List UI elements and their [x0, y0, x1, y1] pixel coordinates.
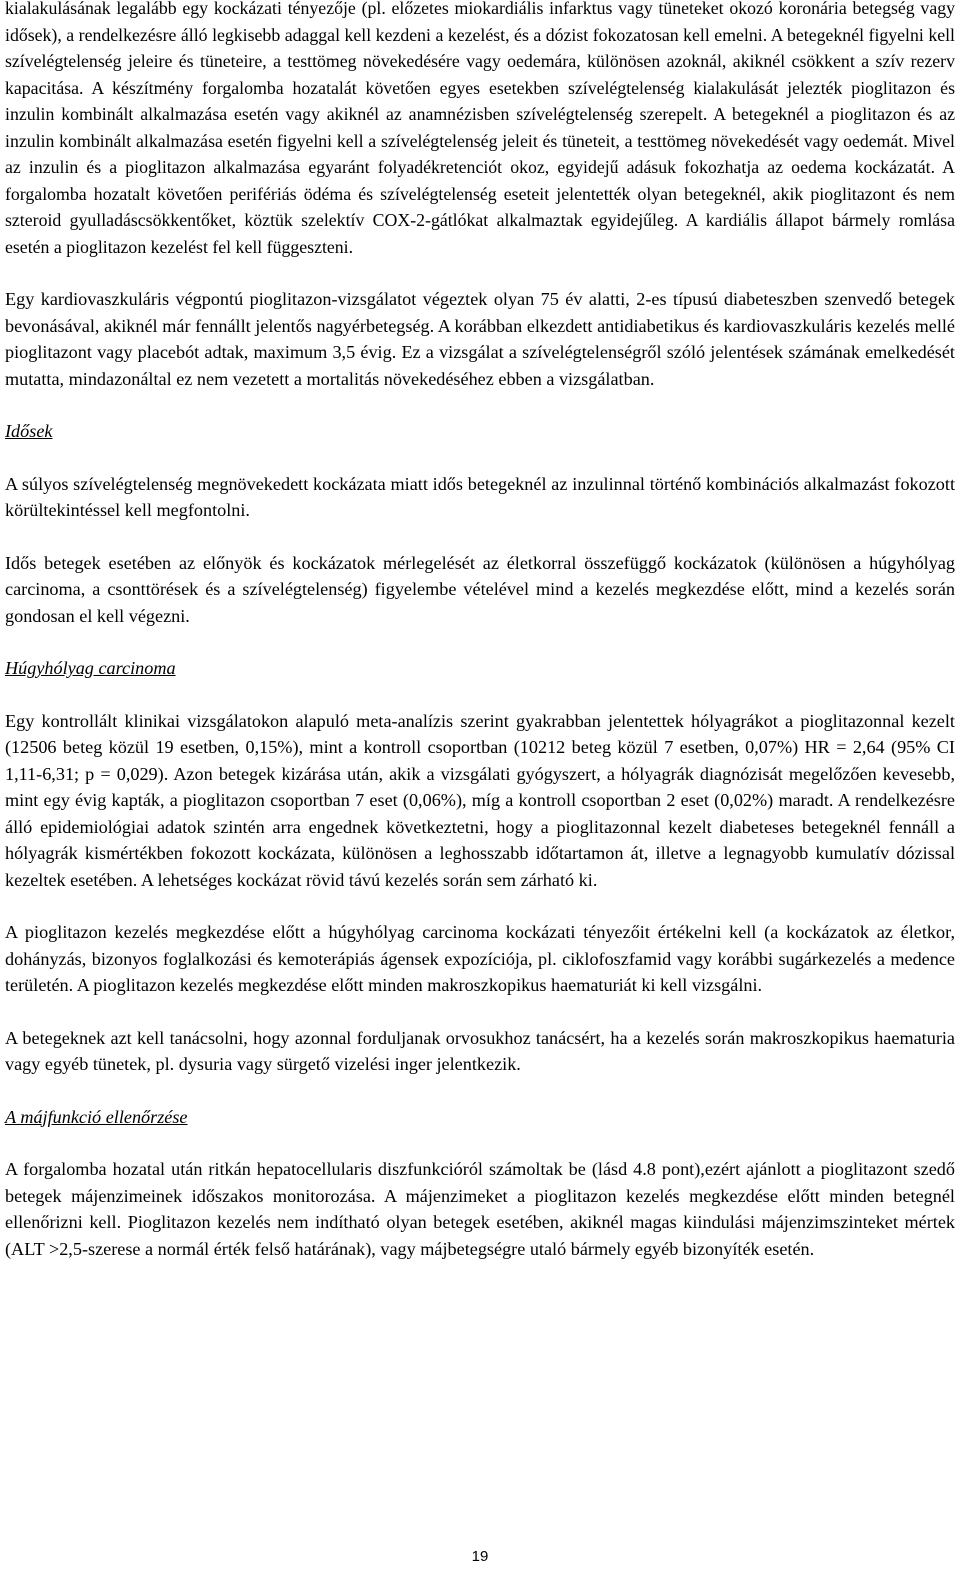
paragraph-cardiovascular-study: Egy kardiovaszkuláris végpontú pioglitazon-vizsgálatot végeztek olyan 75 év alatti, 2-es típusú diabeteszben szenvedő betegek bevonásával, akiknél már fennállt jelentős nagyérbetegség. A korábban elkezdett antidiabetikus és kardiovaszkuláris kezelés mellé pioglitazont vagy placebót adtak, maximum 3,5 évig. Ez a vizsgálat a szívelégtelenségről szóló jelentések számának emelkedését mutatta, mindazonáltal ez nem vezetett a mortalitás növekedéséhez ebben a vizsgálatban. — [5, 289, 955, 389]
document-page — [5, 0, 955, 1262]
paragraph-elderly-risk-benefit: Idős betegek esetében az előnyök és kockázatok mérlegelését az életkorral összefüggő kockázatok (különösen a húgyhólyag carcinoma, a csonttörések és a szívelégtelenség) figyelembe vételével mind a kezelés megkezdése előtt, mind a kezelés során gondosan el kell végezni. — [5, 552, 955, 626]
section-heading-elderly: Idősek — [5, 421, 53, 441]
paragraph-heart-failure: kialakulásának legalább egy kockázati tényezője (pl. előzetes miokardiális infarktus vagy tüneteket okozó koronária betegség vagy idősek), a rendelkezésre álló legkisebb adaggal kell kezdeni a kezelést, és a dózist fokozatosan kell emelni. A betegeknél figyelni kell szívelégtelenség jeleire és tüneteire, a testtömeg növekedésére vagy oedemára, különösen azoknál, akiknél csökkent a szív rezerv kapacitása. A készítmény forgalomba hozatalát követően egyes esetekben szívelégtelenség kialakulását jelezték pioglitazon és inzulin kombinált alkalmazása esetén vagy akiknél az anamnézisben szívelégtelenség szerepelt. A betegeknél a pioglitazon és az inzulin kombinált alkalmazása esetén figyelni kell a szívelégtelenség jeleit és tüneteit, a testtömeg növekedését vagy oedemát. Mivel az inzulin és a pioglitazon alkalmazása egyaránt folyadékretenciót okoz, egyidejű adásuk fokozhatja az oedema kockázatát. A forgalomba hozatalt követően perifériás ödéma és szívelégtelenség eseteit jelentették olyan betegeknél, akik pioglitazont és nem szteroid gyulladáscsökkentőket, köztük szelektív COX-2-gátlókat alkalmaztak egyidejűleg. A kardiális állapot bármely romlása esetén a pioglitazon kezelést fel kell függeszteni. — [5, 0, 955, 257]
section-heading-liver-function: A májfunkció ellenőrzése — [5, 1106, 188, 1127]
spacer — [5, 682, 955, 708]
spacer — [5, 445, 955, 471]
page-number: 19 — [471, 1548, 489, 1565]
spacer — [5, 260, 955, 286]
spacer — [5, 999, 955, 1025]
spacer — [5, 1130, 955, 1156]
spacer — [5, 1078, 955, 1104]
paragraph-liver-monitoring: A forgalomba hozatal után ritkán hepatocellularis diszfunkcióról számoltak be (lásd 4.8 pont),ezért ajánlott a pioglitazont szedő betegek májenzimeinek időszakos monitorozása. A májenzimeket a pioglitazon kezelés megkezdése előtt minden betegnél ellenőrizni kell. Pioglitazon kezelés nem indítható olyan betegek esetében, akiknél magas kiindulási májenzimszinteket mértek (ALT >2,5-szerese a normál érték felső határának), vagy májbetegségre utaló bármely egyéb bizonyíték esetén. — [5, 1159, 955, 1259]
spacer — [5, 629, 955, 655]
paragraph-bladder-risk-factors: A pioglitazon kezelés megkezdése előtt a húgyhólyag carcinoma kockázati tényezőit értékelni kell (a kockázatok az életkor, dohányzás, bizonyos foglalkozási és kemoterápiás ágensek expozíciója, pl. ciklofoszfamid vagy korábbi sugárkezelés a medence területén. A pioglitazon kezelés megkezdése előtt minden makroszkopikus haematuriát ki kell vizsgálni. — [5, 922, 955, 995]
spacer — [5, 524, 955, 550]
paragraph-elderly-insulin: A súlyos szívelégtelenség megnövekedett kockázata miatt idős betegeknél az inzulinnal történő kombinációs alkalmazást fokozott körültekintéssel kell megfontolni. — [5, 473, 955, 520]
section-heading-bladder-carcinoma: Húgyhólyag carcinoma — [5, 658, 176, 678]
paragraph-bladder-meta-analysis: Egy kontrollált klinikai vizsgálatokon alapuló meta-analízis szerint gyakrabban jelentettek hólyagrákot a pioglitazonnal kezelt (12506 beteg közül 19 esetben, 0,15%), mint a kontroll csoportban (10212 beteg közül 7 esetben, 0,07%) HR = 2,64 (95% CI 1,11-6,31; p = 0,029). Azon betegek kizárása után, akik a vizsgálati gyógyszert, a hólyagrák diagnózisát megelőzően kevesebb, mint egy évig kapták, a pioglitazon csoportban 7 eset (0,06%), míg a kontroll csoportban 2 eset (0,02%) maradt. A rendelkezésre álló epidemiológiai adatok szintén arra engednek következtetni, hogy a pioglitazonnal kezelt diabeteses betegeknél fennáll a hólyagrák kismértékben fokozott kockázata, különösen a leghosszabb időtartamon át, illetve a legnagyobb kumulatív dózissal kezeltek esetében. A lehetséges kockázat rövid távú kezelés során sem zárható ki. — [5, 710, 955, 890]
spacer — [5, 893, 955, 919]
paragraph-patient-advice: A betegeknek azt kell tanácsolni, hogy azonnal forduljanak orvosukhoz tanácsért, ha a kezelés során makroszkopikus haematuria vagy egyéb tünetek, pl. dysuria vagy sürgető vizelési inger jelentkezik. — [5, 1027, 955, 1074]
spacer — [5, 392, 955, 418]
